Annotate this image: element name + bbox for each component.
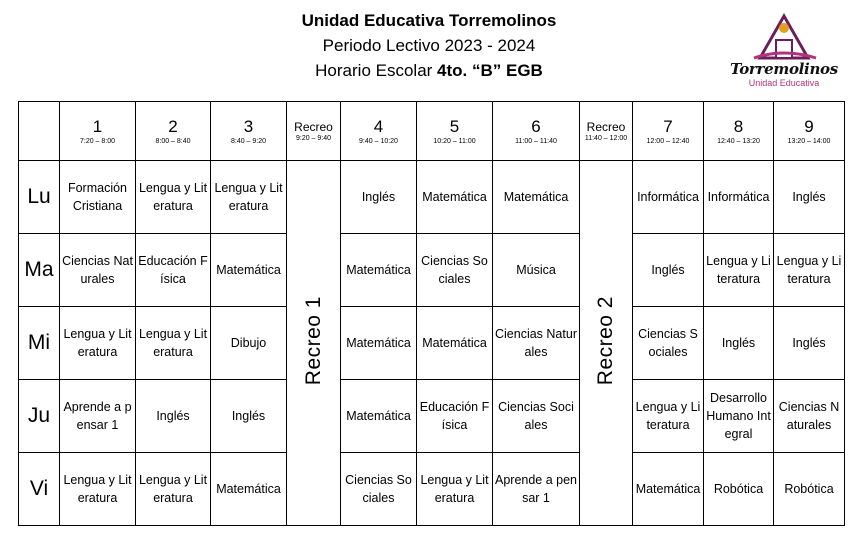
recess1-cell (287, 161, 341, 526)
class-cell: Aprende a pensar 1 (493, 453, 580, 526)
period-header-cell (341, 102, 417, 161)
class-cell: Matemática (633, 453, 704, 526)
class-cell: Lengua y Literatura (136, 307, 211, 380)
class-cell: Ciencias Naturales (774, 380, 845, 453)
period-header-cell (774, 102, 845, 161)
period-header-cell (211, 102, 287, 161)
day-name-cell: Mi (19, 307, 60, 380)
day-name-cell: Lu (19, 161, 60, 234)
table-header-row (19, 102, 845, 161)
class-cell: Música (493, 234, 580, 307)
schedule-table (18, 101, 845, 526)
class-cell: Ciencias Sociales (417, 234, 493, 307)
recess2-cell (580, 161, 633, 526)
class-cell: Matemática (493, 161, 580, 234)
logo-name: Torremolinos (730, 60, 838, 78)
class-cell: Lengua y Literatura (417, 453, 493, 526)
class-cell: Inglés (774, 307, 845, 380)
class-cell: Lengua y Literatura (136, 161, 211, 234)
period-header-cell (60, 102, 136, 161)
class-cell: Lengua y Literatura (60, 307, 136, 380)
period-number: 8 (733, 116, 744, 136)
class-cell: Lengua y Literatura (704, 234, 774, 307)
table-row (19, 307, 845, 380)
recess2-header-cell (580, 102, 633, 161)
class-cell: Lengua y Literatura (136, 453, 211, 526)
period-time: 12:40 – 13:20 (717, 137, 760, 145)
period-number: 4 (373, 116, 384, 136)
day-name-cell: Vi (19, 453, 60, 526)
period-header-cell (633, 102, 704, 161)
class-cell: Inglés (211, 380, 287, 453)
class-cell: Matemática (211, 453, 287, 526)
class-cell: Ciencias Sociales (341, 453, 417, 526)
class-cell: Matemática (211, 234, 287, 307)
class-cell: Inglés (136, 380, 211, 453)
period-header-cell (704, 102, 774, 161)
period-time: 13:20 – 14:00 (787, 137, 831, 145)
period-time: 10:20 – 11:00 (433, 137, 476, 145)
class-cell: Matemática (341, 234, 417, 307)
period-time: 7:20 – 8:00 (79, 137, 116, 145)
logo-subtitle: Unidad Educativa (748, 78, 820, 88)
school-period: Periodo Lectivo 2023 - 2024 (322, 36, 536, 55)
period-time: 9:40 – 10:20 (359, 137, 398, 145)
class-cell: Informática (704, 161, 774, 234)
period-number: 3 (243, 116, 254, 136)
class-cell: Educación Física (417, 380, 493, 453)
class-cell: Educación Física (136, 234, 211, 307)
period-time: 8:00 – 8:40 (155, 137, 191, 145)
class-cell: Matemática (341, 380, 417, 453)
period-number: 2 (168, 116, 178, 136)
class-cell: Lengua y Literatura (633, 380, 704, 453)
recess1-header-cell (287, 102, 341, 161)
schedule-prefix: Horario Escolar (315, 61, 433, 80)
day-name-cell: Ju (19, 380, 60, 453)
class-cell: Ciencias Sociales (633, 307, 704, 380)
schedule-grade: 4to. “B” EGB (437, 61, 543, 80)
period-time: 8:40 – 9:20 (230, 137, 267, 145)
day-name-cell: Ma (19, 234, 60, 307)
class-cell: Inglés (341, 161, 417, 234)
period-number: 6 (531, 116, 541, 136)
table-row (19, 453, 845, 526)
period-time: 11:00 – 11:40 (515, 137, 557, 145)
class-cell: Ciencias Sociales (493, 380, 580, 453)
table-row (19, 161, 845, 234)
class-cell: Inglés (633, 234, 704, 307)
class-cell: Inglés (704, 307, 774, 380)
period-header-cell (136, 102, 211, 161)
period-number: 5 (449, 116, 460, 136)
school-logo (724, 12, 844, 92)
recess2-vertical-label: Recreo 2 (594, 295, 617, 386)
recess2-time: 11:40 – 12:00 (584, 134, 628, 142)
recess1-label: Recreo (294, 119, 333, 134)
class-cell: Matemática (417, 161, 493, 234)
class-cell: Ciencias Naturales (493, 307, 580, 380)
school-name: Unidad Educativa Torremolinos (301, 11, 557, 30)
logo-emblem-icon (724, 12, 844, 64)
class-cell: Inglés (774, 161, 845, 234)
class-cell: Dibujo (211, 307, 287, 380)
class-cell: Lengua y Literatura (774, 234, 845, 307)
period-number: 9 (804, 116, 814, 136)
class-cell: Desarrollo Humano Integral (704, 380, 774, 453)
period-time: 12:00 – 12:40 (646, 137, 690, 145)
period-header-cell (417, 102, 493, 161)
period-number: 1 (92, 116, 103, 136)
corner-cell (19, 102, 60, 161)
class-cell: Informática (633, 161, 704, 234)
table-row (19, 234, 845, 307)
class-cell: Lengua y Literatura (211, 161, 287, 234)
class-cell: Aprende a pensar 1 (60, 380, 136, 453)
class-cell: Formación Cristiana (60, 161, 136, 234)
class-cell: Robótica (774, 453, 845, 526)
recess1-vertical-label: Recreo 1 (301, 295, 325, 386)
recess2-label: Recreo (586, 119, 626, 134)
class-cell: Robótica (704, 453, 774, 526)
class-cell: Lengua y Literatura (60, 453, 136, 526)
class-cell: Matemática (341, 307, 417, 380)
recess1-time: 9:20 – 9:40 (295, 134, 332, 142)
period-header-cell (493, 102, 580, 161)
class-cell: Matemática (417, 307, 493, 380)
class-cell: Ciencias Naturales (60, 234, 136, 307)
table-row (19, 380, 845, 453)
period-number: 7 (663, 116, 673, 136)
